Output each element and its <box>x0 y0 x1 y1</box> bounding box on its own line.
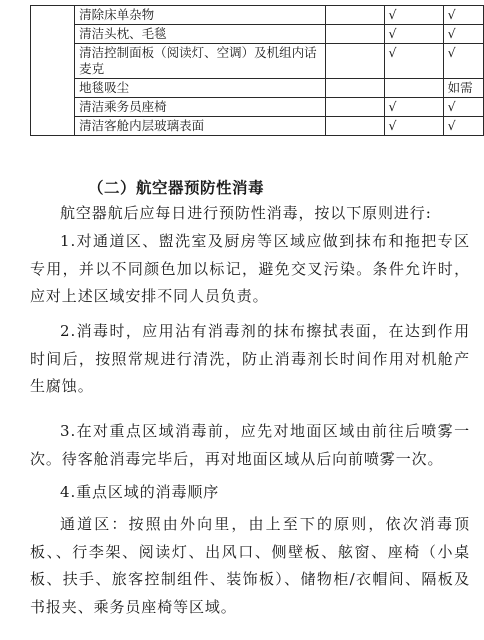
item-5-paragraph: 通道区：按照由外向里，由上至下的原则，依次消毒顶板、、行李架、阅读灯、出风口、侧壁板、舷窗、座椅（小桌板、扶手、旅客控制组件、装饰板）、储物柜/衣帽间、隔板及书报夹、乘务员座椅等区域。 <box>30 515 470 616</box>
check-cell: √ <box>384 6 443 25</box>
task-cell: 清洁乘务员座椅 <box>75 98 326 117</box>
task-cell: 清洁控制面板（阅读灯、空调）及机组内话麦克 <box>75 44 326 79</box>
check-cell: √ <box>443 117 483 136</box>
check-cell: √ <box>443 6 483 25</box>
category-cell <box>31 6 75 136</box>
check-cell: √ <box>443 25 483 44</box>
check-cell: √ <box>384 25 443 44</box>
empty-cell <box>326 98 384 117</box>
cleaning-checklist-table <box>30 5 484 136</box>
empty-cell <box>326 44 384 79</box>
empty-cell <box>326 25 384 44</box>
table-row <box>31 25 484 44</box>
task-cell: 清洁客舱内层玻璃表面 <box>75 117 326 136</box>
check-cell: √ <box>384 117 443 136</box>
task-cell: 清除床单杂物 <box>75 6 326 25</box>
table-row <box>31 98 484 117</box>
task-cell: 清洁头枕、毛毯 <box>75 25 326 44</box>
empty-cell <box>326 79 384 98</box>
check-cell: √ <box>384 98 443 117</box>
item-4-paragraph: 4.重点区域的消毒顺序 <box>60 483 220 501</box>
check-cell: √ <box>443 44 483 79</box>
item-2-paragraph: 2.消毒时，应用沾有消毒剂的抹布擦拭表面，在达到作用时间后，按照常规进行清洗，防止消毒剂长时间作用对机舱产生腐蚀。 <box>30 322 470 396</box>
intro-paragraph: 航空器航后应每日进行预防性消毒，按以下原则进行: <box>60 204 432 222</box>
table-row <box>31 44 484 79</box>
check-cell <box>384 79 443 98</box>
empty-cell <box>326 117 384 136</box>
empty-cell <box>326 6 384 25</box>
task-cell: 地毯吸尘 <box>75 79 326 98</box>
table-row <box>31 117 484 136</box>
check-cell: √ <box>384 44 443 79</box>
section-heading: （二）航空器预防性消毒 <box>88 178 265 197</box>
item-3-paragraph: 3.在对重点区域消毒前，应先对地面区域由前往后喷雾一次。待客舱消毒完毕后，再对地面区域从后向前喷雾一次。 <box>30 422 470 468</box>
table-row <box>31 6 484 25</box>
table-row <box>31 79 484 98</box>
check-cell: 如需 <box>443 79 483 98</box>
check-cell: √ <box>443 98 483 117</box>
item-1-paragraph: 1.对通道区、盥洗室及厨房等区域应做到抹布和拖把专区专用，并以不同颜色加以标记，避免交叉污染。条件允许时，应对上述区域安排不同人员负责。 <box>30 232 470 306</box>
